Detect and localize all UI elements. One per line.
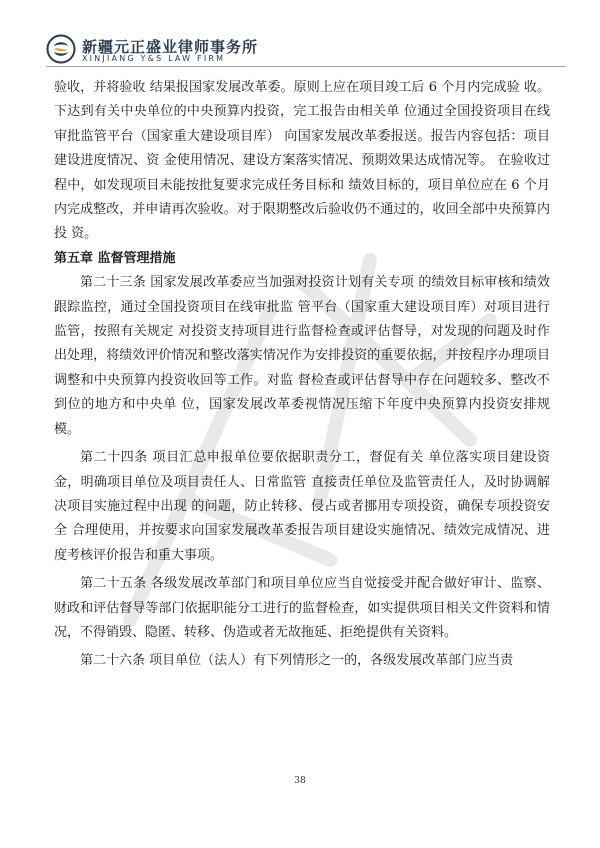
- article-25: 第二十五条 各级发展改革部门和项目单位应当自觉接受并配合做好审计、监察、财政和评估督导等部门依据职能分工进行的监督检查，如实提供项目相关文件资料和情况，不得销毁、隐匿、转移、伪造或者无故拖延、拒绝提供有关资料。: [54, 576, 550, 640]
- article-26: 第二十六条 项目单位（法人）有下列情形之一的，各级发展改革部门应当责: [80, 653, 514, 669]
- document-body: [54, 76, 550, 674]
- firm-name-english: XINJIANG Y&S LAW FIRM: [82, 54, 226, 63]
- page-number: 38: [294, 776, 306, 786]
- chapter-heading: 第五章 监督管理措施: [54, 250, 176, 266]
- page-header: [46, 34, 566, 74]
- firm-name-chinese: 新疆元正盛业律师事务所: [82, 38, 259, 56]
- article-24: 第二十四条 项目汇总申报单位要依据职责分工，督促有关 单位落实项目建设资金，明确项目单位及项目责任人、日常监管 直接责任单位及监管责任人，及时协调解决项目实施过程中出现 的问题，防止转移、侵占或者挪用专项投资，确保专项投资安全 合理使用，并按要求向国家发展改革委报告项目建设实施情况、绩效完成情况、进度考核评价报告和重大事项。: [54, 450, 550, 563]
- article-23: 第二十三条 国家发展改革委应当加强对投资计划有关专项 的绩效目标审核和绩效跟踪监控，通过全国投资项目在线审批监 管平台（国家重大建设项目库）对项目进行监管，按照有关规定 对投资支持项目进行监督检查或评估督导，对发现的问题及时作 出处理，将绩效评价情况和整改落实情况作为安排投资的重要依据，并按程序办理项目调整和中央预算内投资收回等工作。对监 督检查或评估督导中存在问题较多、整改不到位的地方和中央单 位，国家发展改革委视情况压缩下年度中央预算内投资安排规 模。: [54, 275, 550, 437]
- firm-logo-icon: [46, 34, 76, 64]
- header-divider: [46, 66, 566, 67]
- paragraph-continued: 验收，并将验收 结果报国家发展改革委。原则上应在项目竣工后 6 个月内完成验 收。下达到有关中央单位的中央预算内投资，完工报告由相关单 位通过全国投资项目在线审批监管平台（国家重大建设项目库） 向国家发展改革委报送。报告内容包括：项目建设进度情况、资 金使用情况、建设方案落实情况、预期效果达成情况等。 在验收过程中，如发现项目未能按批复要求完成任务目标和 绩效目标的，项目单位应在 6 个月内完成整改，并申请再次验收。对于限期整改后验收仍不通过的，收回全部中央预算内投 资。: [54, 80, 550, 242]
